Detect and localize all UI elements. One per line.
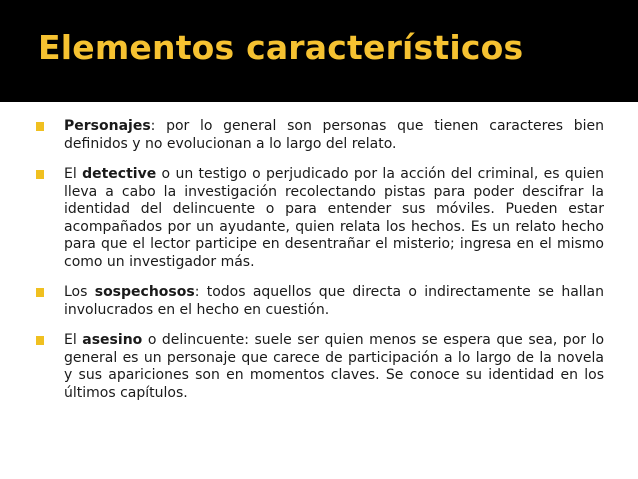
square-bullet-icon (36, 336, 44, 345)
bullet-item-sospechosos (36, 284, 604, 319)
slide-title: Elementos característicos (38, 28, 524, 67)
square-bullet-icon (36, 122, 44, 131)
bullet-keyword: Personajes (64, 118, 151, 134)
bullet-keyword: detective (82, 166, 157, 182)
bullet-keyword: sospechosos (94, 284, 195, 300)
bullet-text: Personajes: por lo general son personas que tienen caracteres bien definidos y no evolucionan a lo largo del relato. (64, 118, 604, 152)
square-bullet-icon (36, 288, 44, 297)
title-bar (0, 0, 638, 102)
bullet-text: El detective o un testigo o perjudicado por la acción del criminal, es quien lleva a cabo la investigación recolectando pistas para poder descifrar la identidad del delincuente o para entender sus móviles. Pueden estar acompañados por un ayudante, quien relata los hechos. Es un relato hecho para que el lector participe en desentrañar el misterio; ingresa en el mismo como un investigador más. (64, 166, 604, 270)
bullet-text: Los sospechosos: todos aquellos que directa o indirectamente se hallan involucrados en el hecho en cuestión. (64, 284, 604, 318)
bullet-list (36, 118, 604, 415)
bullet-text: El asesino o delincuente: suele ser quien menos se espera que sea, por lo general es un personaje que carece de participación a lo largo de la novela y sus apariciones son en momentos claves. Se conoce su identidad en los últimos capítulos. (64, 332, 605, 401)
square-bullet-icon (36, 170, 44, 179)
bullet-item-asesino (36, 332, 604, 402)
bullet-item-detective (36, 166, 604, 271)
bullet-keyword: asesino (82, 332, 143, 348)
bullet-item-personajes (36, 118, 604, 153)
